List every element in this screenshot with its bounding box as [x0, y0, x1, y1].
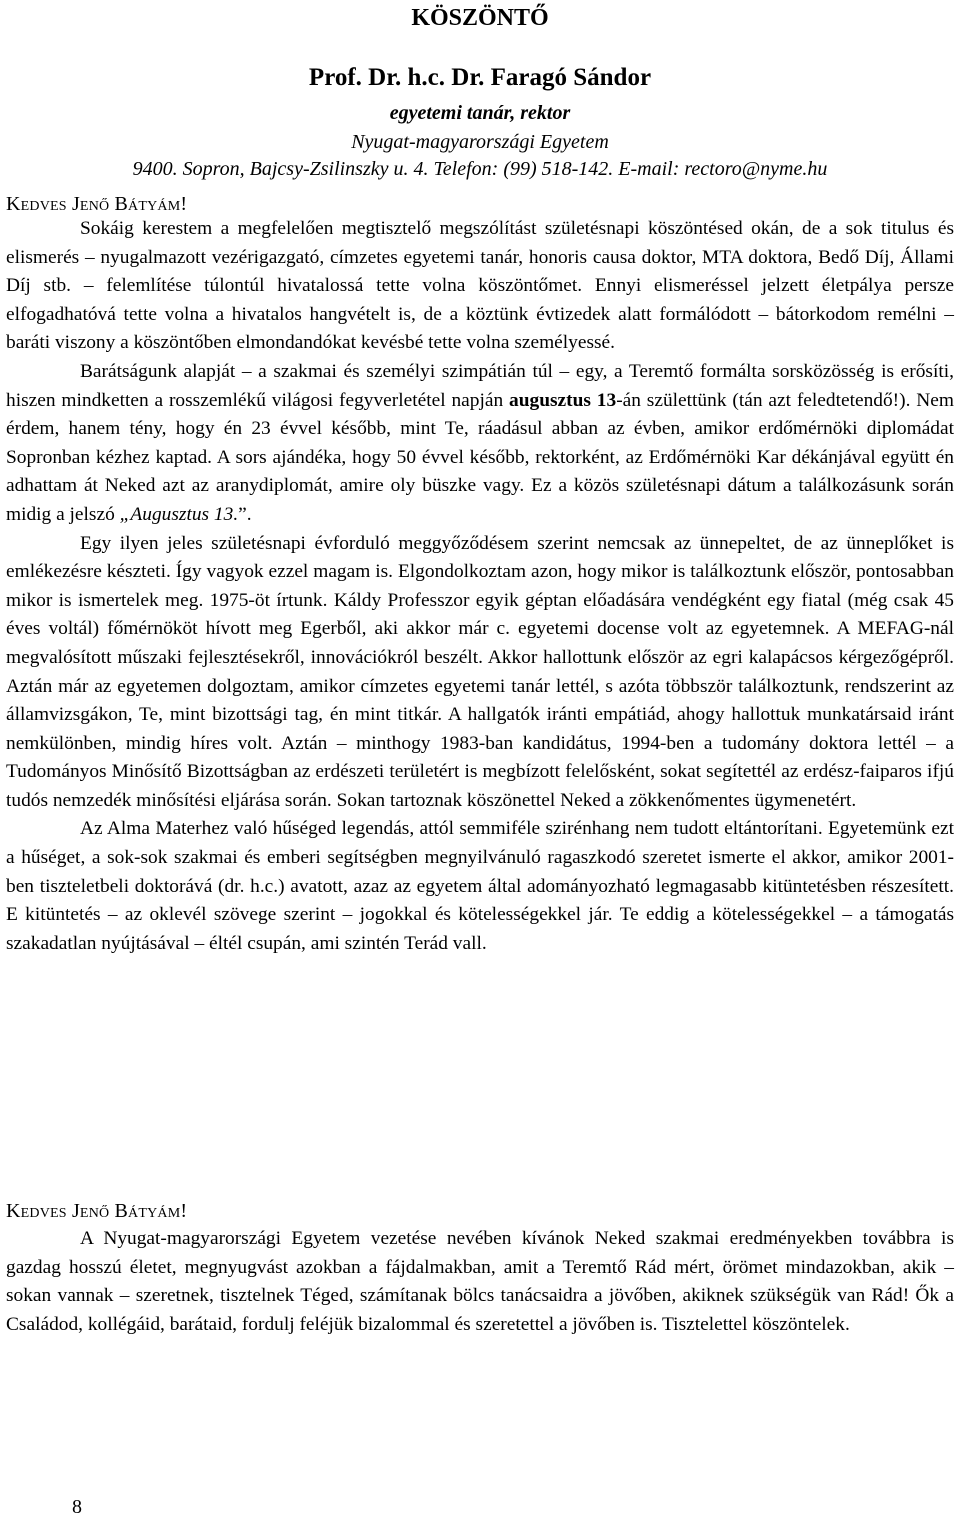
salutation-second: Kedves Jenő Bátyám! — [6, 1200, 188, 1222]
paragraph-2-part-b: -án születtünk (tán azt feledtetendő!). Nem érdem, hanem tény, hogy én 23 évvel később, mint Te, ráadásul abban az évben, amikor erdőmérnöki diplomádat Sopronban kézhez kaptad. A sors ajándéka, hogy 50 évvel később, rektorként, az Erdőmérnöki Kar dékánjával együtt én adhattam át Neked azt az aranydiplomát, amire oly büszke vagy. Ez a közös születésnapi dátum a találkozásunk során midig a jelszó — [6, 389, 954, 525]
author-university: Nyugat-magyarországi Egyetem — [351, 131, 609, 153]
paragraph-4: Az Alma Materhez való hűséged legendás, attól semmiféle szirénhang nem tudott eltántorítani. Egyetemünk ezt a hűséget, a sok-sok szakmai és emberi segítségben megnyilvánuló ragaszkodó szeretet ismerte el akkor, amikor 2001-ben tiszteletbeli doktorává (dr. h.c.) avatott, azaz az egyetem által adományozható legmagasabb kitüntetésben részesített. E kitüntetés – az oklevél szövege szerint – jogokkal és kötelességekkel jár. Te eddig a kötelességekkel – a támogatás szakadatlan nyújtásával – éltél csupán, ami szintén Terád vall. — [6, 818, 954, 954]
motto-italic: „Augusztus 13. — [119, 503, 239, 525]
document-title: KÖSZÖNTŐ — [411, 5, 549, 31]
paragraph-2-part-a: Barátságunk alapját – a szakmai és személyi szimpátián túl – egy, a Teremtő formálta sorsközösség is erősíti, hiszen mindketten a rosszemlékű világosi fegyverletétel napján — [6, 360, 954, 411]
author-address: 9400. Sopron, Bajcsy-Zsilinszky u. 4. Telefon: (99) 518-142. E-mail: rectoro@nyme.hu — [132, 158, 828, 180]
paragraph-2 — [6, 358, 954, 530]
page-number: 8 — [72, 1496, 82, 1518]
paragraph-3: Egy ilyen jeles születésnapi évforduló meggyőződésem szerint nemcsak az ünnepeltet, de az ünneplőket is emlékezésre készteti. Így vagyok ezzel magam is. Elgondolkoztam azon, hogy mikor is találkoztunk először, pontosabban mikor is ismertelek meg. 1975-öt írtunk. Káldy Professzor egyik géptan előadására vendégként egy fiatal (még csak 45 éves voltál) főmérnököt hívott meg Egerből, aki akkor már c. egyetemi docense volt az egyetemnek. A MEFAG-nál megvalósított műszaki fejlesztésekről, innovációkról beszélt. Akkor hallottunk először az egri kalapácsos kérgezőgépről. Aztán már az egyetemen dolgoztam, amikor címzetes egyetemi tanár lettél, s azóta többször találkoztunk, rendszerint az államvizsgákon, Te, mint bizottsági tag, én mint titkár. A hallgatók iránti empátiád, ahogy hallottuk munkatársaid iránt nemkülönben, mindig híres volt. Aztán – minthogy 1983-ban kandidátus, 1994-ben a tudomány doktora lettél – a Tudományos Minősítő Bizottságban az erdészeti területért is megbízott felelősként, sokat segítettél az erdész-faiparos ifjú tudós nemzedék minősítési eljárása során. Sokan tartoznak köszönettel Neked a zökkenőmentes ügymenetért. — [6, 532, 954, 811]
body-section-2 — [6, 1225, 954, 1339]
closing-paragraph: A Nyugat-magyarországi Egyetem vezetése nevében kívánok Neked szakmai eredményekben továbbra is gazdag hosszú életet, megnyugvást azokban a fájdalmakban, amit a Teremtő Rád mért, örömet mindazokban, akik – sokan vannak – szeretnek, tisztelnek Téged, számítanak bölcs tanácsaidra a jövőben, akiknek szükségük van Rád! Ők a Családod, kollégáid, barátaid, fordulj feléjük bizalommal és szeretettel a jövőben is. Tisztelettel köszöntelek. — [6, 1228, 954, 1335]
salutation-first: Kedves Jenő Bátyám! — [6, 193, 188, 215]
body-section-1 — [6, 215, 954, 958]
paragraph-2-part-c: ”. — [238, 503, 252, 525]
paragraph-1: Sokáig kerestem a megfelelően megtisztelő megszólítást születésnapi köszöntésed okán, de a sok titulus és elismerés – nyugalmazott vezérigazgató, címzetes egyetemi tanár, honoris causa doktor, MTA doktora, Bedő Díj, Állami Díj stb. – felemlítése túlontúl hivatalossá tette volna köszöntőmet. Ennyi elismeréssel jelzett életpálya persze elfogadhatóvá tette volna a hivatalos hangvételt is, de a köztünk évtizedek alatt formálódott – bátorkodom remélni – baráti viszony a köszöntőben elmondandókat kevésbé tette volna személyessé. — [6, 218, 954, 354]
author-role: egyetemi tanár, rektor — [389, 102, 571, 124]
author-name: Prof. Dr. h.c. Dr. Faragó Sándor — [308, 64, 652, 91]
birthday-date-bold: augusztus 13 — [509, 389, 617, 411]
